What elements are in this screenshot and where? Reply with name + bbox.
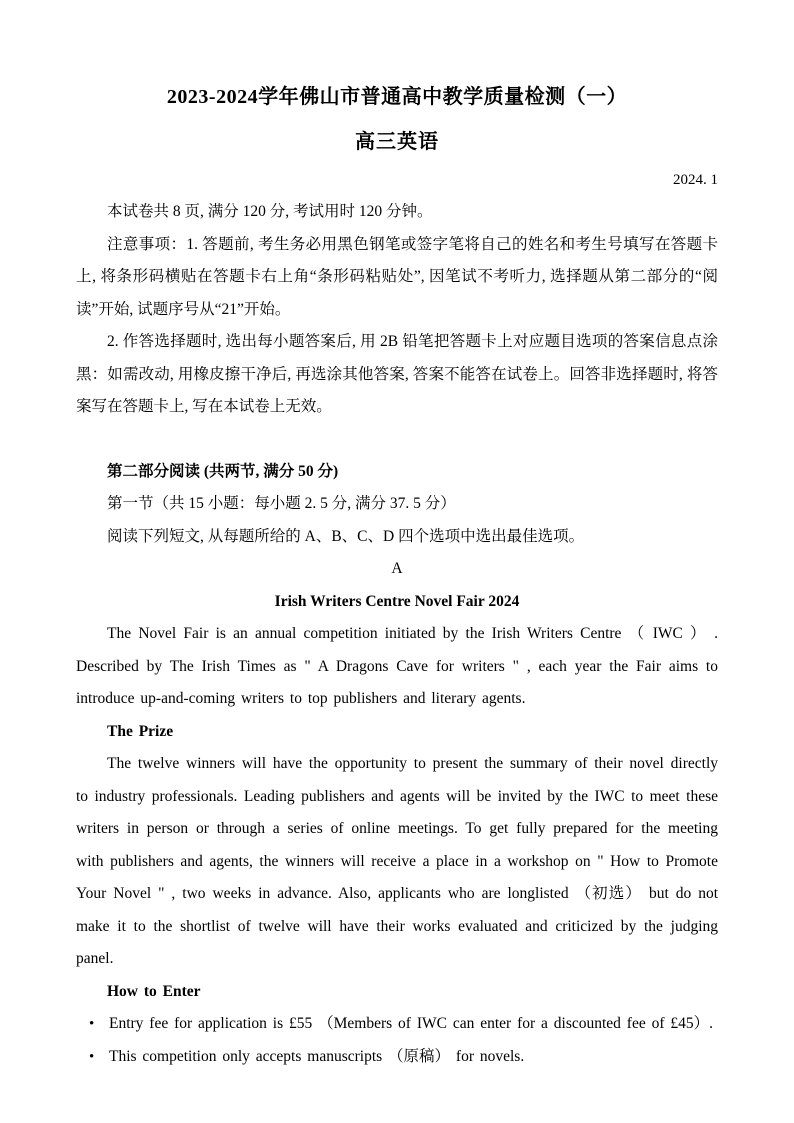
passage-title: Irish Writers Centre Novel Fair 2024 <box>274 592 520 610</box>
section-subheading: 第一节（共 15 小题：每小题 2. 5 分, 满分 37. 5 分） <box>107 495 456 512</box>
notice-paragraph-2: 2. 作答选择题时, 选出每小题答案后, 用 2B 铅笔把答题卡上对应题目选项的答案信息点涂黑：如需改动, 用橡皮擦干净后, 再选涂其他答案, 答案不能答在试卷上。回答非选择题时, 将答案写在答题卡上, 写在本试卷上无效。 <box>76 333 718 415</box>
list-item <box>76 1008 718 1041</box>
paper-subtitle: 高三英语 <box>355 131 439 153</box>
paper-body <box>76 196 718 1073</box>
section-instruction: 阅读下列短文, 从每题所给的 A、B、C、D 四个选项中选出最佳选项。 <box>107 527 585 545</box>
passage-paragraph-1: The Novel Fair is an annual competition initiated by the Irish Writers Centre （ IWC ） . Described by The Irish Times as " A Dragons Cave for writers " , each year the Fair aims to introduce up-and-coming writers to top publishers and literary agents. <box>76 625 718 707</box>
bullet-text: This competition only accepts manuscripts （原稿） for novels. <box>109 1047 525 1065</box>
passage-paragraph-2: The twelve winners will have the opportunity to present the summary of their novel directly to industry professionals. Leading publishers and agents will be invited by the IWC to meet these writers in person or through a series of online meetings. To get fully prepared for the meeting with publishers and agents, the winners will receive a place in a workshop on " How to Promote Your Novel " , two weeks in advance. Also, applicants who are longlisted （初选） but do not make it to the shortlist of twelve will have their works evaluated and criticized by the judging panel. <box>76 755 718 967</box>
paper-title: 2023-2024学年佛山市普通高中教学质量检测（一） <box>166 86 628 108</box>
passage-subheading-prize: The Prize <box>107 722 174 740</box>
bullet-icon: • <box>89 1048 95 1065</box>
passage-subheading-enter: How to Enter <box>107 982 201 1000</box>
notice-paragraph-1: 注意事项：1. 答题前, 考生务必用黑色钢笔或签字笔将自己的姓名和考生号填写在答题卡上, 将条形码横贴在答题卡右上角“条形码粘贴处”, 因笔试不考听力, 选择题从第二部分的“阅读”开始, 试题序号从“21”开始。 <box>76 235 718 318</box>
passage-label: A <box>391 560 403 577</box>
bullet-text: Entry fee for application is £55 （Members of IWC can enter for a discounted fee of £45）. <box>109 1015 714 1032</box>
entry-rules-list <box>76 1008 718 1073</box>
paper-date: 2024. 1 <box>673 172 718 188</box>
section-heading: 第二部分阅读 (共两节, 满分 50 分) <box>107 462 339 480</box>
list-item <box>76 1041 718 1074</box>
bullet-icon: • <box>89 1016 95 1032</box>
exam-info-line: 本试卷共 8 页, 满分 120 分, 考试用时 120 分钟。 <box>107 203 433 220</box>
